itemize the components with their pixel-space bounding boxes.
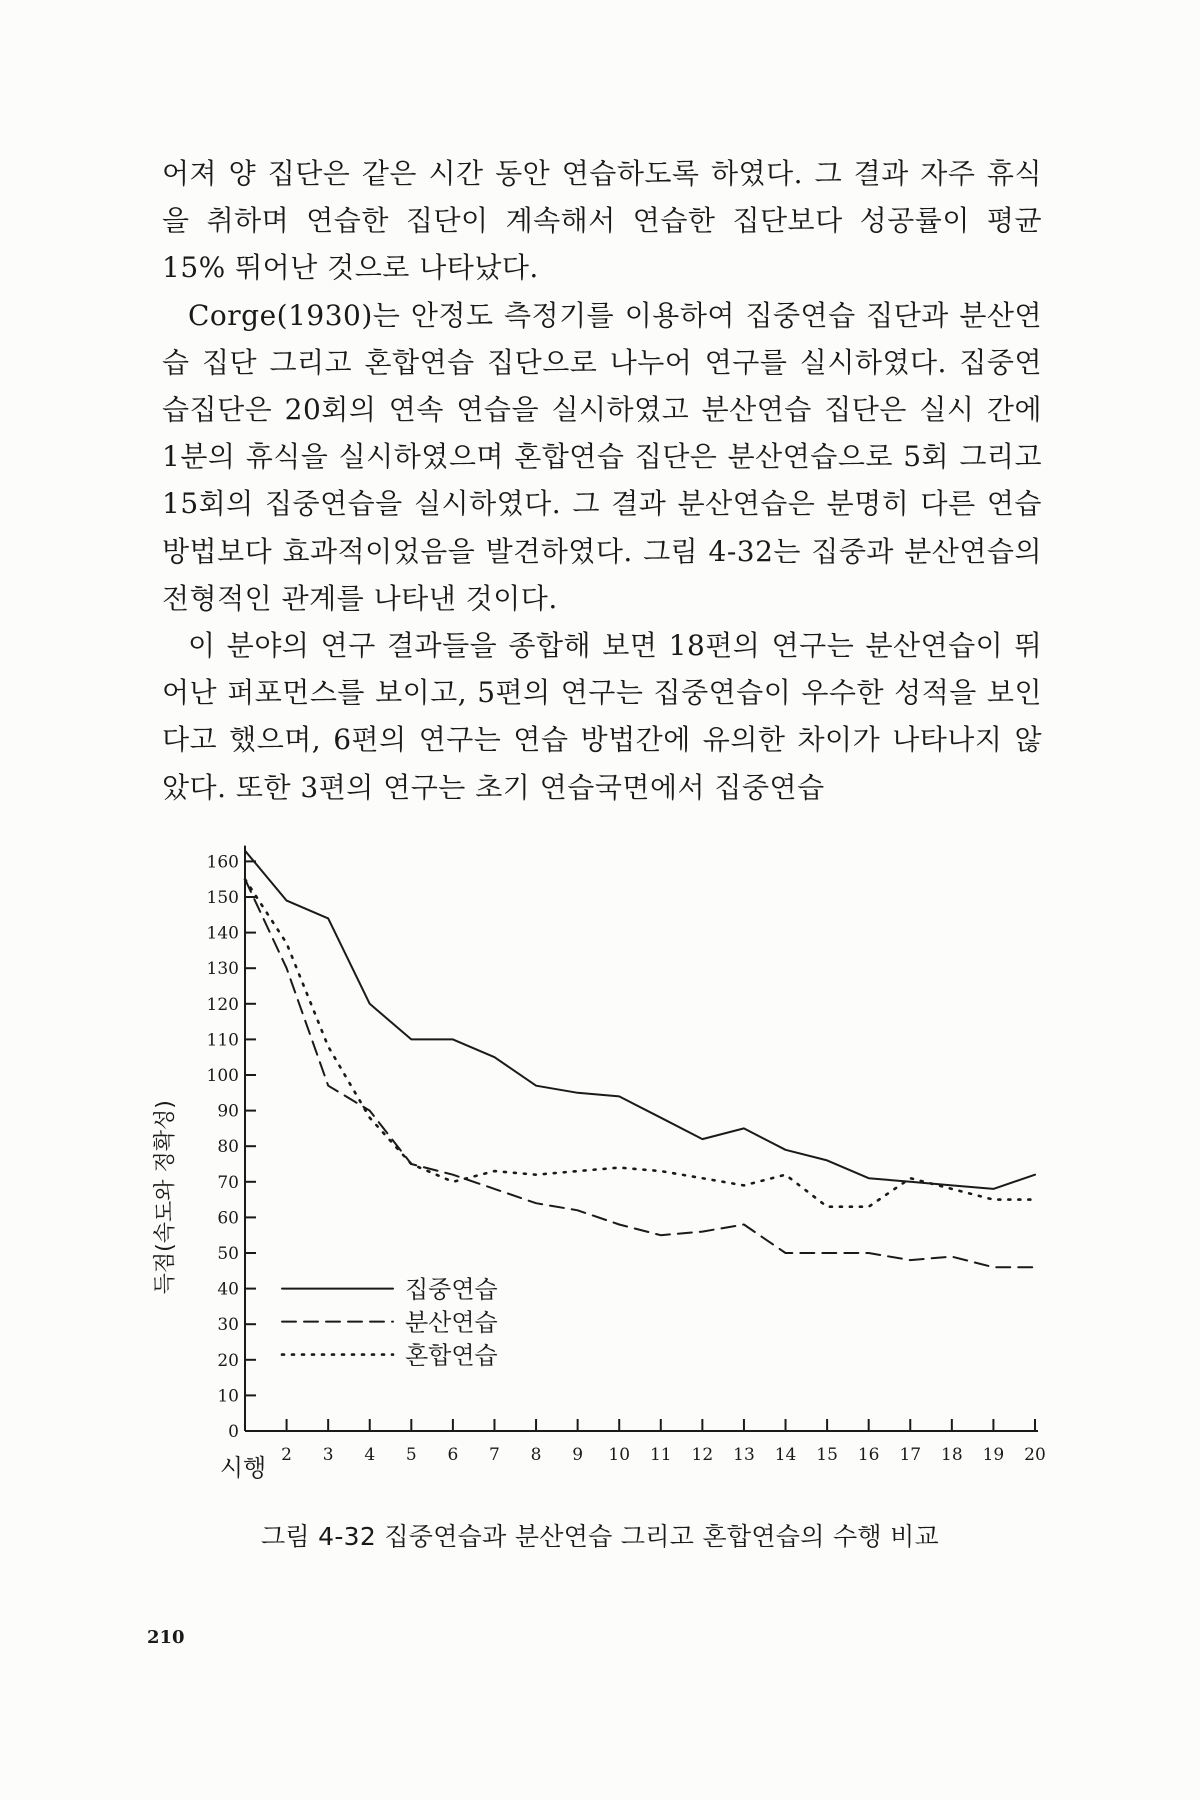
figure-caption: 그림 4-32 집중연습과 분산연습 그리고 혼합연습의 수행 비교 [260, 1522, 940, 1551]
legend-label-1: 집중연습 [405, 1275, 498, 1304]
x-tick-label: 11 [649, 1445, 672, 1465]
chart-ticks [207, 852, 1046, 1465]
y-tick-label: 10 [217, 1386, 239, 1407]
x-axis-label: 시행 [219, 1454, 267, 1482]
x-tick-label: 14 [774, 1445, 797, 1465]
chart-axis-labels [153, 1100, 266, 1482]
series-line-3 [245, 879, 1035, 1206]
y-tick-label: 70 [217, 1172, 239, 1193]
x-tick-label: 10 [608, 1445, 631, 1465]
legend-label-2: 분산연습 [405, 1308, 498, 1337]
paragraph-3: 이 분야의 연구 결과들을 종합해 보면 18편의 연구는 분산연습이 뛰어난 퍼포먼스를 보이고, 5편의 연구는 집중연습이 우수한 성적을 보인다고 했으며, 6편의 연구는 연습 방법간에 유의한 차이가 나타나지 않았다. 또한 3편의 연구는 초기 연습국면에서 집중연습 [162, 629, 1042, 804]
x-tick-label: 8 [530, 1445, 542, 1465]
y-tick-label: 80 [217, 1137, 239, 1158]
y-tick-label: 60 [217, 1208, 239, 1229]
x-tick-label: 15 [816, 1445, 838, 1465]
x-tick-label: 3 [322, 1445, 334, 1465]
x-tick-label: 20 [1024, 1445, 1046, 1465]
x-tick-label: 2 [281, 1445, 292, 1465]
y-tick-label: 40 [217, 1279, 239, 1300]
legend-label-3: 혼합연습 [405, 1341, 498, 1370]
x-tick-label: 17 [899, 1445, 922, 1465]
body-text [162, 150, 1042, 811]
x-tick-label: 12 [691, 1445, 714, 1465]
x-tick-label: 6 [447, 1445, 459, 1465]
chart-axes [245, 846, 1038, 1431]
y-tick-label: 110 [206, 1030, 239, 1051]
page-number: 210 [147, 1627, 185, 1648]
paragraph-2: Corge(1930)는 안정도 측정기를 이용하여 집중연습 집단과 분산연습 집단 그리고 혼합연습 집단으로 나누어 연구를 실시하였다. 집중연습집단은 20회의 연속 연습을 실시하였고 분산연습 집단은 실시 간에 1분의 휴식을 실시하였으며 혼합연습 집단은 분산연습으로 5회 그리고 15회의 집중연습을 실시하였다. 그 결과 분산연습은 분명히 다른 연습방법보다 효과적이었음을 발견하였다. 그림 4-32는 집중과 분산연습의 전형적인 관계를 나타낸 것이다. [162, 298, 1042, 615]
x-tick-label: 7 [489, 1445, 500, 1465]
y-tick-label: 30 [217, 1315, 239, 1336]
chart-legend [282, 1276, 498, 1370]
x-tick-label: 16 [857, 1445, 880, 1465]
x-tick-label: 5 [405, 1445, 417, 1465]
series-line-1 [245, 851, 1035, 1189]
y-axis-label: 득점(속도와 정확성) [153, 1100, 178, 1295]
y-tick-label: 150 [206, 888, 239, 908]
x-tick-label: 19 [982, 1445, 1005, 1465]
y-tick-label: 130 [206, 959, 239, 980]
y-tick-label: 0 [228, 1422, 239, 1442]
x-tick-label: 9 [572, 1445, 584, 1465]
y-tick-label: 90 [217, 1101, 239, 1122]
x-tick-label: 4 [364, 1445, 376, 1465]
y-tick-label: 160 [206, 852, 239, 873]
y-tick-label: 20 [217, 1350, 239, 1371]
y-tick-label: 50 [217, 1244, 239, 1264]
y-tick-label: 140 [206, 923, 239, 944]
x-tick-label: 13 [733, 1445, 755, 1465]
y-tick-label: 100 [206, 1066, 239, 1086]
chart-series [245, 851, 1035, 1267]
x-tick-label: 18 [941, 1445, 963, 1465]
series-line-2 [245, 879, 1035, 1267]
paragraph-1: 어져 양 집단은 같은 시간 동안 연습하도록 하였다. 그 결과 자주 휴식을 취하며 연습한 집단이 계속해서 연습한 집단보다 성공률이 평균 15% 뛰어난 것으로 나타났다. [162, 157, 1042, 285]
y-tick-label: 120 [206, 994, 239, 1015]
